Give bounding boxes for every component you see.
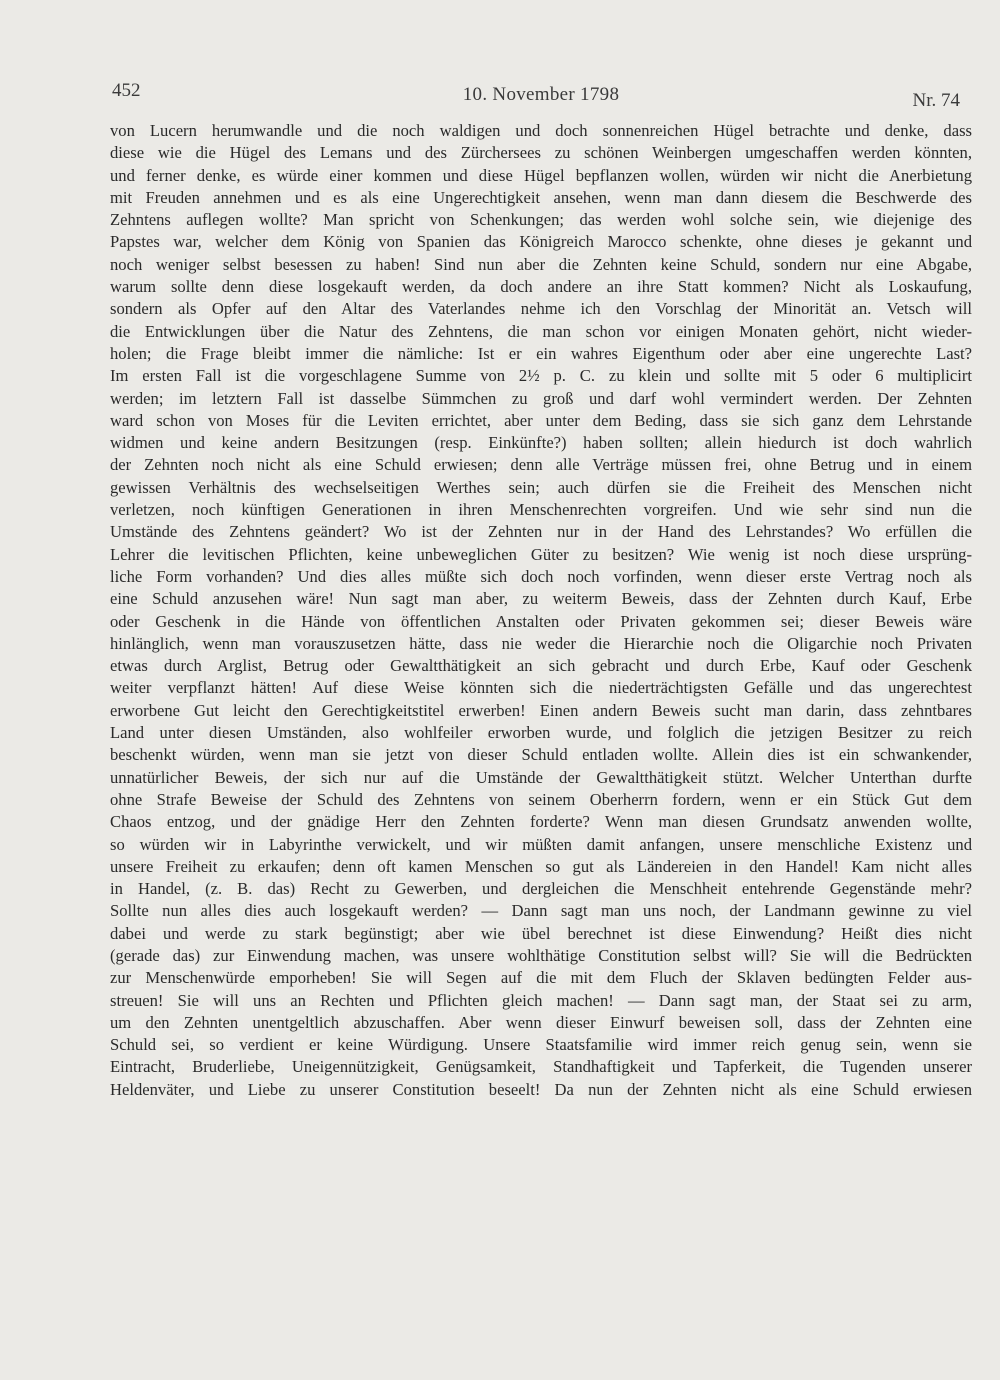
text-line: Chaos entzog, und der gnädige Herr den Zehnten forderte? Wenn man diesen Grundsatz anwenden wollte,: [110, 812, 972, 832]
text-line: so würden wir in Labyrinthe verwickelt, und wir müßten damit anfangen, unsere menschliche Existenz und: [110, 834, 972, 854]
text-line: unnatürlicher Beweis, der sich nur auf die Umstände der Gewaltthätigkeit stützt. Welcher Unterthan durfte: [110, 767, 972, 787]
text-line: Umstände des Zehntens geändert? Wo ist der Zehnten nur in der Hand des Lehrstandes? Wo erfüllen die: [110, 522, 972, 542]
text-line: die Entwicklungen über die Natur des Zehntens, die man schon vor einigen Monaten gehört, nicht wieder-: [110, 321, 972, 341]
text-line: der Zehnten noch nicht als eine Schuld erwiesen; denn alle Verträge müssen frei, ohne Betrug und in einem: [110, 455, 972, 475]
text-line: Sollte nun alles dies auch losgekauft werden? — Dann sagt man uns noch, der Landmann gewinne zu viel: [110, 901, 972, 921]
text-line: widmen und keine andern Besitzungen (resp. Einkünfte?) haben sollten; allein hiedurch ist doch wahrlich: [110, 433, 972, 453]
text-line: erworbene Gut leicht den Gerechtigkeitstitel erwerben! Einen andern Beweis sucht man darin, dass zehntbares: [110, 700, 972, 720]
document-number: Nr. 74: [912, 90, 960, 111]
text-line: um den Zehnten unentgeltlich abzuschaffen. Aber wenn dieser Einwurf beweisen soll, dass der Zehnten eine: [110, 1012, 972, 1032]
text-line: von Lucern herumwandle und die noch waldigen und doch sonnenreichen Hügel betrachte und denke, dass: [110, 121, 972, 140]
text-line: eine Schuld anzusehen wäre! Nun sagt man aber, zu weiterm Beweis, dass der Zehnten durch Kauf, Erbe: [110, 589, 972, 609]
text-line: dabei und werde zu stark begünstigt; aber wie übel berechnet ist diese Einwendung? Heißt dies nicht: [110, 923, 972, 943]
text-line: warum sollte denn diese losgekauft werden, da doch andere an ihre Statt kommen? Nicht als Loskaufung,: [110, 277, 972, 297]
text-line: Land unter diesen Umständen, also wohlfeiler erworben wurde, und folglich die jetzigen Besitzer zu reich: [110, 723, 972, 743]
page-header: [112, 80, 960, 111]
text-line: gewissen Verhältnis des wechselseitigen Werthes sein; auch dürfen sie die Freiheit des Menschen nicht: [110, 477, 972, 497]
text-line: Im ersten Fall ist die vorgeschlagene Summe von 2½ p. C. zu klein und sollte mit 5 oder 6 multiplicirt: [110, 366, 972, 386]
text-line: sondern als Opfer auf den Altar des Vaterlandes nehme ich den Vorschlag der Minorität an. Vetsch will: [110, 299, 972, 319]
text-line: ward schon von Moses für die Leviten errichtet, aber unter dem Beding, dass sie sich ganz dem Lehrstande: [110, 410, 972, 430]
text-line: diese wie die Hügel des Lemans und des Zürchersees zu schönen Weinbergen umgeschaffen werden könnten,: [110, 143, 972, 163]
text-line: zur Menschenwürde emporheben! Sie will Segen auf die mit dem Fluch der Sklaven bedüngten Felder aus-: [110, 968, 972, 988]
text-line: liche Form vorhanden? Und dies alles müßte sich doch noch vorfinden, wenn dieser erste Vertrag noch als: [110, 566, 972, 586]
text-line: holen; die Frage bleibt immer die nämliche: Ist er ein wahres Eigenthum oder aber eine ungerechte Last?: [110, 343, 972, 363]
text-line: Schuld sei, so verdient er keine Würdigung. Unsere Staatsfamilie wird immer reich genug sein, wenn sie: [110, 1035, 972, 1055]
text-line: und ferner denke, es würde einer kommen und diese Hügel bepflanzen wollen, würden wir nicht die Anerbietung: [110, 165, 972, 185]
text-line: noch weniger selbst besessen zu haben! Sind nun aber die Zehnten keine Schuld, sondern nur eine Abgabe,: [110, 254, 972, 274]
text-line: Papstes war, welcher dem König von Spanien das Königreich Marocco schenkte, ohne dieses je gekannt und: [110, 232, 972, 252]
text-line: (gerade das) zur Einwendung machen, was unsere wohlthätige Constitution selbst will? Sie will die Bedrückten: [110, 945, 972, 965]
text-line: Eintracht, Bruderliebe, Uneigennützigkeit, Genügsamkeit, Standhaftigkeit und Tapferkeit, die Tugenden unserer: [110, 1057, 972, 1077]
text-line: Heldenväter, und Liebe zu unserer Constitution beseelt! Da nun der Zehnten nicht als eine Schuld erwiesen: [110, 1079, 972, 1099]
text-line: beschenkt würden, wenn man sie jetzt von dieser Schuld entladen wollte. Allein dies ist ein schwankender,: [110, 745, 972, 765]
header-date: 10. November 1798: [462, 84, 620, 105]
text-line: unsere Freiheit zu erkaufen; denn oft kamen Menschen so gut als Ländereien in den Handel! Kam nicht alles: [110, 856, 972, 876]
text-line: oder Geschenk in die Hände von öffentlichen Anstalten oder Privaten gekommen sei; dieser Beweis wäre: [110, 611, 972, 631]
text-line: mit Freuden annehmen und es als eine Ungerechtigkeit ansehen, wenn man dann diesem die Beschwerde des: [110, 187, 972, 207]
text-line: hinlänglich, wenn man vorauszusetzen hätte, dass nie weder die Hierarchie noch die Oligarchie noch Privaten: [110, 633, 972, 653]
text-line: verletzen, noch künftigen Generationen in ihren Menschenrechten vorgreifen. Und wie sehr sind nun die: [110, 500, 972, 520]
text-line: weiter verpflanzt hätten! Auf diese Weise könnten sich die niederträchtigsten Gefälle und das ungerechtest: [110, 678, 972, 698]
page-number: 452: [112, 80, 141, 101]
body-text: [110, 120, 972, 1101]
text-line: in Handel, (z. B. das) Recht zu Gewerben, und dergleichen die Menschheit entehrende Gegenstände mehr?: [110, 879, 972, 899]
text-line: Zehntens auflegen wollte? Man spricht von Schenkungen; das werden wohl solche sein, wie diejenige des: [110, 210, 972, 230]
text-line: Lehrer die levitischen Pflichten, keine unbeweglichen Güter zu besitzen? Wie wenig ist noch diese ursprüng-: [110, 544, 972, 564]
text-line: streuen! Sie will uns an Rechten und Pflichten gleich machen! — Dann sagt man, der Staat sei zu arm,: [110, 990, 972, 1010]
text-line: etwas durch Arglist, Betrug oder Gewaltthätigkeit an sich gebracht und durch Erbe, Kauf oder Geschenk: [110, 656, 972, 676]
text-line: ohne Strafe Beweise der Schuld des Zehntens von seinem Oberherrn fordern, wenn er ein Stück Gut dem: [110, 789, 972, 809]
text-line: werden; im letztern Fall ist dasselbe Sümmchen zu groß und darf wohl vermindert werden. Der Zehnten: [110, 388, 972, 408]
